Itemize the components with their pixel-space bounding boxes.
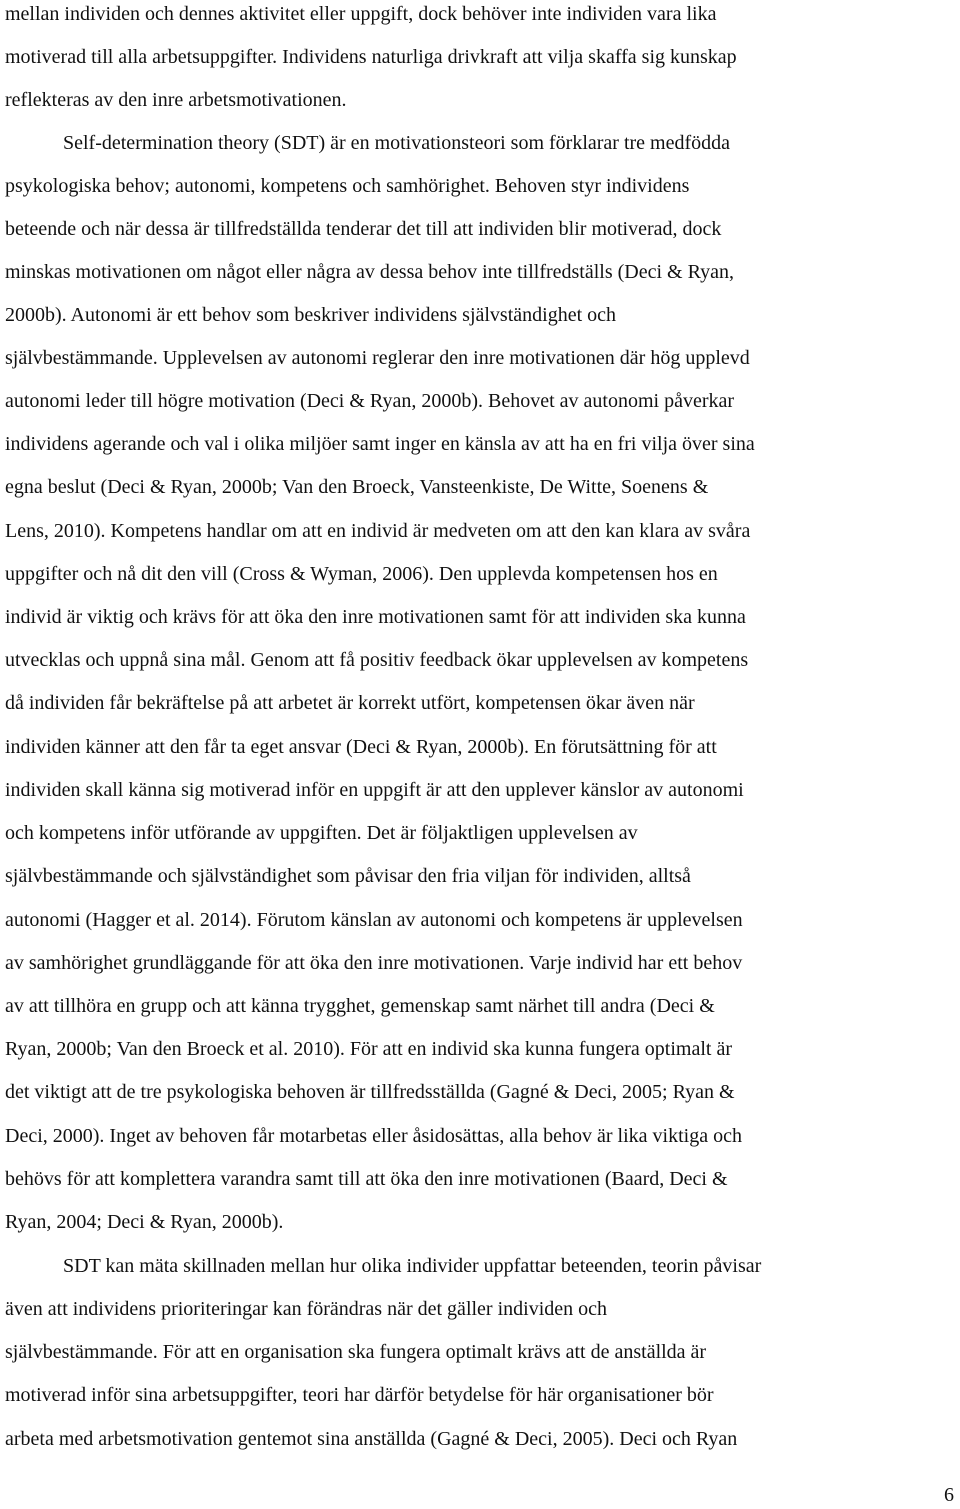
text-line: av samhörighet grundläggande för att öka den inre motivationen. Varje individ har ett behov	[5, 952, 743, 974]
text-line: självbestämmande. För att en organisation ska fungera optimalt krävs att de anställda är	[5, 1341, 707, 1363]
text-line: 2000b). Autonomi är ett behov som beskriver individens självständighet och	[5, 304, 617, 326]
text-line: behövs för att komplettera varandra samt till att öka den inre motivationen (Baard, Deci &	[5, 1168, 728, 1190]
text-line: beteende och när dessa är tillfredställda tenderar det till att individen blir motiverad, dock	[5, 218, 722, 240]
text-line: mellan individen och dennes aktivitet eller uppgift, dock behöver inte individen vara lika	[5, 3, 717, 25]
text-line: självbestämmande och självständighet som påvisar den fria viljan för individen, alltså	[5, 865, 691, 887]
text-line: SDT kan mäta skillnaden mellan hur olika individer uppfattar beteenden, teorin påvisar	[63, 1255, 762, 1277]
text-line: individ är viktig och krävs för att öka den inre motivationen samt för att individen ska kunna	[5, 606, 746, 628]
text-line: individens agerande och val i olika miljöer samt inger en känsla av att ha en fri vilja över sina	[5, 433, 755, 455]
text-line: individen skall känna sig motiverad inför en uppgift är att den upplever känslor av autonomi	[5, 779, 744, 801]
text-line: autonomi leder till högre motivation (Deci & Ryan, 2000b). Behovet av autonomi påverkar	[5, 390, 735, 412]
text-line: minskas motivationen om något eller några av dessa behov inte tillfredställs (Deci & Ryan,	[5, 261, 735, 283]
text-line: reflekteras av den inre arbetsmotivationen.	[5, 89, 347, 111]
text-line: psykologiska behov; autonomi, kompetens och samhörighet. Behoven styr individens	[5, 175, 690, 197]
text-line: självbestämmande. Upplevelsen av autonomi reglerar den inre motivationen där hög upplevd	[5, 347, 750, 369]
text-line: egna beslut (Deci & Ryan, 2000b; Van den Broeck, Vansteenkiste, De Witte, Soenens &	[5, 476, 709, 498]
text-line: uppgifter och nå dit den vill (Cross & Wyman, 2006). Den upplevda kompetensen hos en	[5, 563, 718, 585]
text-line: motiverad inför sina arbetsuppgifter, teori har därför betydelse för här organisationer bör	[5, 1384, 714, 1406]
text-line: Ryan, 2004; Deci & Ryan, 2000b).	[5, 1211, 284, 1233]
text-line: även att individens prioriteringar kan förändras när det gäller individen och	[5, 1298, 608, 1320]
text-line: Lens, 2010). Kompetens handlar om att en individ är medveten om att den kan klara av svåra	[5, 520, 751, 542]
text-line: Deci, 2000). Inget av behoven får motarbetas eller åsidosättas, alla behov är lika viktiga och	[5, 1125, 742, 1147]
text-line: Ryan, 2000b; Van den Broeck et al. 2010). För att en individ ska kunna fungera optimalt är	[5, 1038, 733, 1060]
text-line: Self-determination theory (SDT) är en motivationsteori som förklarar tre medfödda	[63, 132, 731, 154]
text-line: arbeta med arbetsmotivation gentemot sina anställda (Gagné & Deci, 2005). Deci och Ryan	[5, 1428, 738, 1450]
text-line: autonomi (Hagger et al. 2014). Förutom känslan av autonomi och kompetens är upplevelsen	[5, 909, 743, 931]
text-line: det viktigt att de tre psykologiska behoven är tillfredsställda (Gagné & Deci, 2005; Ryan &	[5, 1081, 735, 1103]
text-line: motiverad till alla arbetsuppgifter. Individens naturliga drivkraft att vilja skaffa sig kunskap	[5, 46, 737, 68]
text-line: och kompetens inför utförande av uppgiften. Det är följaktligen upplevelsen av	[5, 822, 638, 844]
text-line: individen känner att den får ta eget ansvar (Deci & Ryan, 2000b). En förutsättning för att	[5, 736, 717, 758]
text-line: utvecklas och uppnå sina mål. Genom att få positiv feedback ökar upplevelsen av kompetens	[5, 649, 749, 671]
text-line: då individen får bekräftelse på att arbetet är korrekt utfört, kompetensen ökar även när	[5, 692, 695, 714]
text-line: av att tillhöra en grupp och att känna trygghet, gemenskap samt närhet till andra (Deci &	[5, 995, 715, 1017]
page-number: 6	[944, 1484, 954, 1506]
